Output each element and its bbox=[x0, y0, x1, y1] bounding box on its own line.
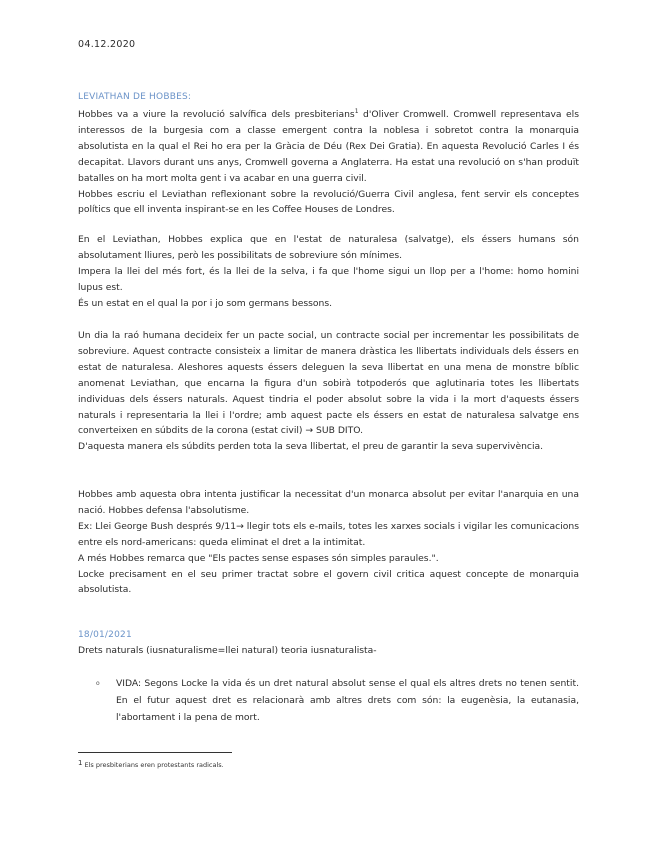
paragraph-4-line2: Ex: Llei George Bush després 9/11→ llegir tots els e-mails, totes les xarxes socials i vigilar les comunicacions entre els nord-americans: queda eliminat el dret a la intimitat. bbox=[78, 520, 579, 548]
paragraph-4-line1: Hobbes amb aquesta obra intenta justificar la necessitat d'un monarca absolut per evitar l'anarquia en una nació. Hobbes defensa l'absolutisme. bbox=[78, 489, 579, 516]
paragraph-2-line2: Impera la llei del més fort, és la llei de la selva, i fa que l'home sigui un llop per a l'home: homo homini lupus est. bbox=[78, 265, 579, 293]
footnote-number: 1 bbox=[78, 759, 83, 767]
paragraph-2-line1: En el Leviathan, Hobbes explica que en l'estat de naturalesa (salvatge), els éssers humans són absolutament lliures, però les possibilitats de sobreviure són mínimes. bbox=[78, 234, 579, 261]
footnote bbox=[78, 759, 224, 769]
paragraph-4-line4: Locke precisament en el seu primer tractat sobre el govern civil critica aquest concepte de monarquia absolutista. bbox=[78, 568, 579, 596]
paragraph-3-line2: D'aquesta manera els súbdits perden tota la seva llibertat, el preu de garantir la seva supervivència. bbox=[78, 441, 544, 453]
paragraph-3-line1: Un dia la raó humana decideix fer un pacte social, un contracte social per incrementar les possibilitats de sobreviure. Aquest contracte consisteix a limitar de manera dràstica les llibertats individuals dels éssers en estat de naturalesa. Aleshores aquests éssers deleguen la seva llibertat en una mena de monstre bíblic anomenat Leviathan, que encarna la figura d'un sobirà totpoderós que aglutinaria totes les llibertats individuas dels éssers naturals. Aquest tindria el poder absolut sobre la vida i la mort d'aquests éssers naturals i representaria la llei i l'ordre; amb aquest pacte els éssers en estat de naturalesa salvatge ens converteixen en súbdits de la corona (estat civil) → SUB DITO. bbox=[78, 330, 579, 437]
footnote-text: Els presbiterians eren protestants radicals. bbox=[84, 761, 224, 769]
paragraph-1-part1: Hobbes va a viure la revolució salvífica dels presbiterians bbox=[78, 109, 355, 120]
paragraph-4-line3: A més Hobbes remarca que "Els pactes sense espases són simples paraules.". bbox=[78, 552, 439, 564]
footnote-reference[interactable]: 1 bbox=[354, 108, 359, 115]
paragraph-1-text bbox=[78, 104, 579, 187]
paragraph-1-line2: Hobbes escriu el Leviathan reflexionant sobre la revolució/Guerra Civil anglesa, fent servir els conceptes polítics que ell inventa inspirant-se en les Coffee Houses de Londres. bbox=[78, 188, 579, 216]
paragraph-3 bbox=[78, 328, 579, 455]
drets-naturals-line: Drets naturals (iusnaturalisme=llei natural) teoria iusnaturalista- bbox=[78, 645, 377, 656]
paragraph-4 bbox=[78, 487, 579, 598]
list-bullet: o bbox=[96, 680, 100, 687]
paragraph-1-part2: d'Oliver Cromwell. Cromwell representava els interessos de la burgesia com a classe emergent contra la noblesa i sobretot contra la monarquia absolutista en la qual el Rei ho era per la Gràcia de Déu (Rex Dei Gratia). En aquesta Revolució Carles I és decapitat. Llavors durant uns anys, Cromwell governa a Anglaterra. Ha estat una revolució on s'han produït batalles on ha mort molta gent i va acabar en una guerra civil. bbox=[78, 109, 580, 184]
section-heading: LEVIATHAN DE HOBBES: bbox=[78, 92, 192, 102]
paragraph-1 bbox=[78, 104, 579, 218]
paragraph-2 bbox=[78, 232, 579, 312]
date-heading: 04.12.2020 bbox=[78, 39, 136, 50]
date-heading-2: 18/01/2021 bbox=[78, 630, 132, 640]
list-item-vida: VIDA: Segons Locke la vida és un dret natural absolut sense el qual els altres drets no tenen sentit. En el futur aquest dret es relacionarà amb altres drets com són: la eugenèsia, la eutanasia, l'abortament i la pena de mort. bbox=[116, 678, 579, 723]
paragraph-2-line3: És un estat en el qual la por i jo som germans bessons. bbox=[78, 297, 333, 309]
footnote-divider bbox=[78, 752, 232, 753]
